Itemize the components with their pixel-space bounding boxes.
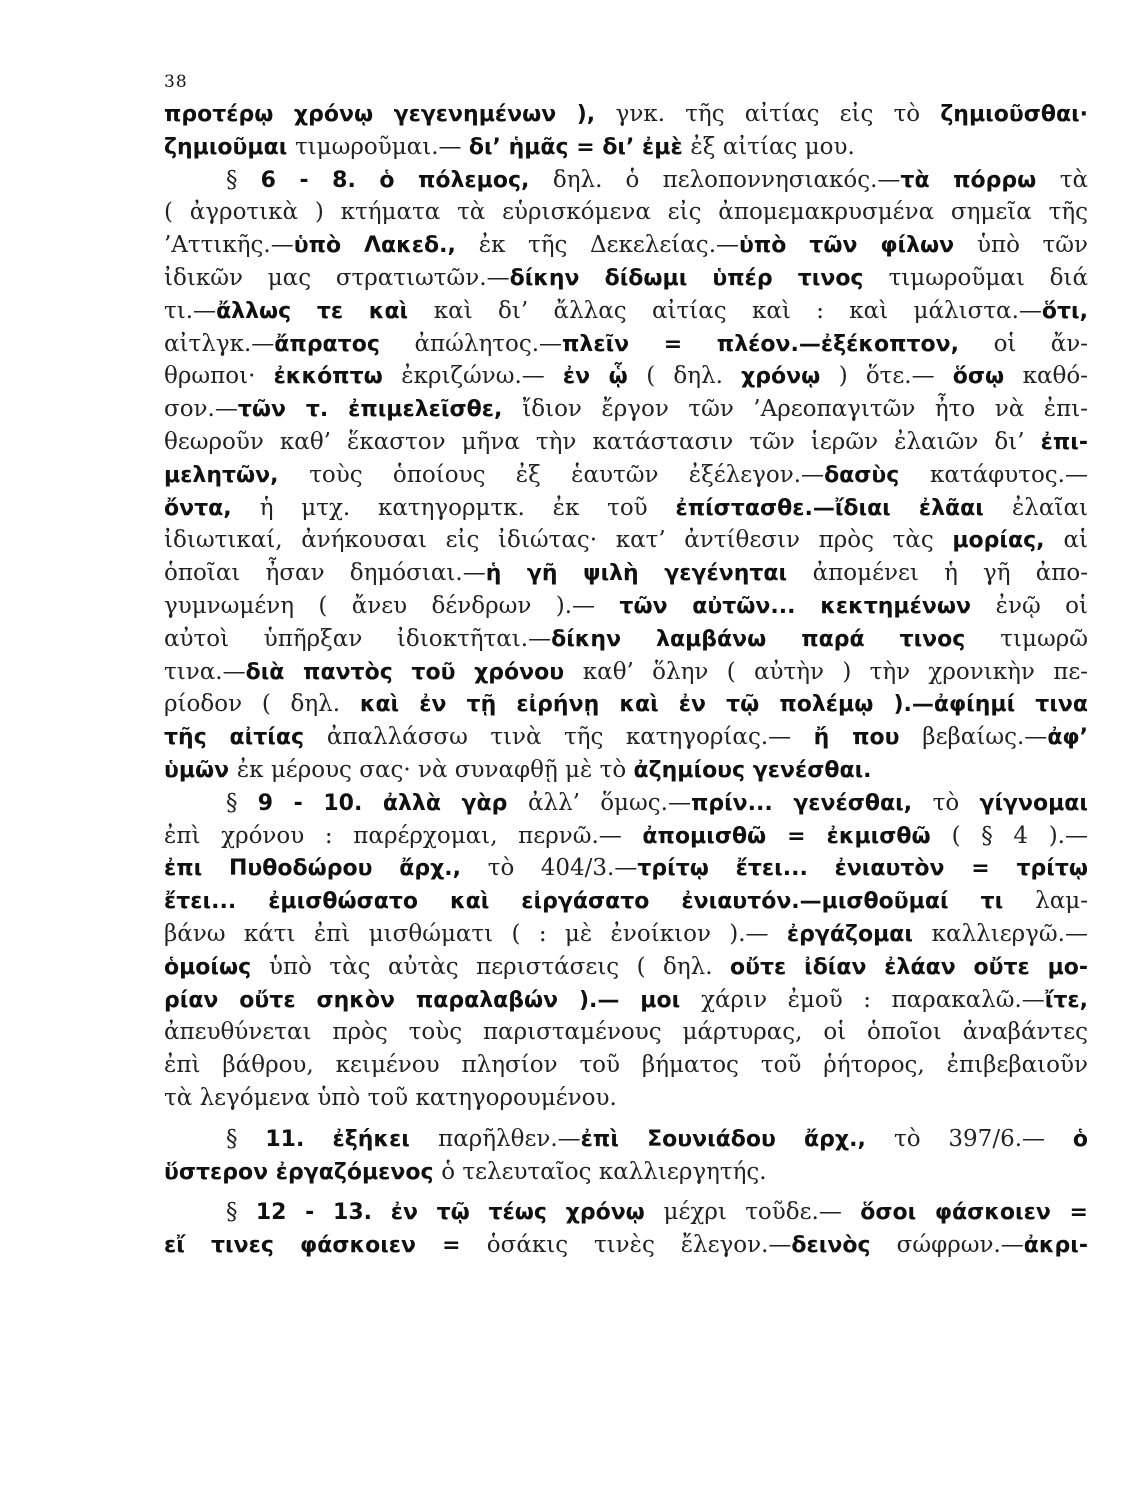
lemma-bold: διὰ παντὸς τοῦ χρόνου bbox=[245, 659, 583, 685]
lemma-bold: ὄντα, bbox=[164, 495, 260, 521]
lemma-bold: ἀφ’ bbox=[1047, 725, 1088, 751]
gloss-text: παρῆλθεν.— bbox=[438, 1125, 581, 1152]
lemma-bold: τῆς αἰτίας bbox=[164, 725, 327, 751]
lemma-bold: ἤ που bbox=[813, 725, 923, 751]
gloss-text: τοὺς ὁποίους ἐξ ἑαυτῶν ἐξέλεγον.— bbox=[309, 461, 825, 488]
lemma-bold: γίγνομαι bbox=[979, 790, 1088, 816]
lemma-bold: ζημιοῦσθαι· bbox=[940, 102, 1088, 127]
lemma-bold: μελητῶν, bbox=[164, 462, 310, 488]
lemma-bold: πρίν... γενέσθαι, bbox=[690, 790, 933, 816]
gloss-text: τὸ 404/3.— bbox=[487, 855, 638, 882]
lemma-bold: ὁμοίως bbox=[164, 954, 269, 980]
text-line bbox=[164, 557, 1088, 590]
lemma-bold: ὅσῳ bbox=[952, 364, 1023, 390]
text-line bbox=[164, 852, 1088, 885]
gloss-text: ἐπὶ χρόνου : παρέρχομαι, περνῶ.— bbox=[164, 822, 643, 849]
lemma-bold: ἄπρατος bbox=[274, 331, 415, 357]
lemma-bold: 6 - 8. ὁ πόλεμος, bbox=[260, 167, 553, 193]
gloss-text: βεβαίως.— bbox=[922, 724, 1048, 751]
lemma-bold: ὑπὸ Λακεδ., bbox=[293, 233, 479, 259]
gloss-text: ἀπομένει ἡ γῆ ἀπο- bbox=[812, 560, 1088, 587]
gloss-text: γνκ. τῆς αἰτίας εἰς τὸ bbox=[615, 101, 941, 127]
gloss-text: ἐπὶ βάθρου, κειμένου πλησίον τοῦ βήματος τοῦ ῥήτορος, ἐπιβεβαιοῦν bbox=[164, 1052, 1088, 1079]
gloss-text: ἐκριζώνω.— bbox=[401, 363, 563, 390]
gloss-text: ἐλαῖαι bbox=[1011, 494, 1088, 521]
lemma-bold: δίκην λαμβάνω παρά τινος bbox=[551, 626, 1001, 652]
gloss-text: ( δηλ. bbox=[646, 363, 742, 390]
gloss-text: τὸ 397/6.— bbox=[894, 1125, 1073, 1152]
lemma-bold: τῶν αὐτῶν... κεκτημένων bbox=[619, 593, 996, 619]
lemma-bold: ἀπομισθῶ = ἐκμισθῶ bbox=[642, 823, 952, 849]
gloss-text: ἀπαλλάσσω τινὰ τῆς κατηγορίας.— bbox=[326, 724, 814, 751]
text-line bbox=[164, 656, 1088, 689]
gloss-text: ὑπὸ τῶν bbox=[977, 232, 1088, 259]
gloss-text: ἀλλ’ ὅμως.— bbox=[527, 789, 691, 816]
lemma-bold: ἐκκόπτω bbox=[273, 364, 402, 390]
text-line bbox=[164, 262, 1088, 295]
lemma-bold: ἀκρι- bbox=[1023, 1233, 1088, 1259]
lemma-bold: ὅσοι φάσκοιεν = bbox=[860, 1200, 1088, 1226]
text-line bbox=[164, 1123, 1088, 1156]
lemma-bold: ἐπι Πυθοδώρου ἄρχ., bbox=[164, 856, 488, 882]
lemma-bold: ἔτει... ἐμισθώσατο καὶ εἰργάσατο ἐνιαυτόν.—μισθοῦμαί τι bbox=[164, 889, 1036, 915]
gloss-text: ἰδικῶν μας στρατιωτῶν.— bbox=[164, 264, 510, 291]
text-line bbox=[164, 393, 1088, 426]
gloss-text: ) ὅτε.— bbox=[838, 363, 953, 390]
lemma-bold: 12 - 13. ἐν τῷ τέως χρόνῳ bbox=[255, 1200, 664, 1226]
gloss-text: τὰ λεγόμενα ὑπὸ τοῦ κατηγορουμένου. bbox=[164, 1084, 617, 1111]
text-line bbox=[164, 196, 1088, 229]
lemma-bold: ἄλλως τε καὶ bbox=[216, 298, 434, 324]
gloss-text: δηλ. ὁ πελοποννησιακός.— bbox=[552, 166, 901, 193]
lemma-bold: 11. ἐξήκει bbox=[265, 1126, 439, 1152]
text-line bbox=[164, 918, 1088, 951]
gloss-text: ( ἀγροτικὰ ) κτήματα τὰ εὑρισκόμενα εἰς ἀπομεμακρυσμένα σημεῖα τῆς bbox=[164, 199, 1088, 226]
text-line bbox=[164, 1156, 1088, 1189]
gloss-text: τινα.— bbox=[164, 658, 246, 685]
gloss-text: ἴδιον ἔργον τῶν ’Αρεοπαγιτῶν ἦτο νὰ ἐπι- bbox=[522, 396, 1088, 423]
gloss-text: § bbox=[226, 1199, 256, 1226]
gloss-text: λαμ- bbox=[1035, 888, 1088, 915]
gloss-text: γυμνωμένη ( ἄνευ δένδρων ).— bbox=[164, 592, 620, 619]
text-line bbox=[164, 590, 1088, 623]
lemma-bold: ὁ bbox=[1072, 1126, 1088, 1152]
gloss-text: τιμωροῦμαι.— bbox=[294, 133, 469, 160]
lemma-bold: δεινὸς bbox=[791, 1233, 897, 1259]
lemma-bold: ζημιοῦμαι bbox=[164, 134, 295, 160]
lemma-bold: καὶ ἐν τῇ εἰρήνῃ καὶ ἐν τῷ πολέμῳ ).—ἀφίημί τινα bbox=[359, 692, 1088, 718]
gloss-text: ἰδιωτικαί, ἀνήκουσαι εἰς ἰδιώτας· κατ’ ἀντίθεσιν πρὸς τὰς bbox=[164, 527, 953, 554]
gloss-text: ἐκ τῆς Δεκελείας.— bbox=[478, 232, 740, 259]
lemma-bold: ἡ γῆ ψιλὴ γεγένηται bbox=[485, 561, 813, 587]
gloss-text: αἱ bbox=[1063, 527, 1088, 554]
text-line bbox=[164, 951, 1088, 984]
text-line bbox=[164, 885, 1088, 918]
text-line bbox=[164, 688, 1088, 721]
gloss-text: βάνω κάτι ἐπὶ μισθώματι ( : μὲ ἐνοίκιον ).— bbox=[164, 920, 787, 947]
lemma-bold: ὑπὸ τῶν φίλων bbox=[739, 233, 978, 259]
lemma-bold: ἴτε, bbox=[1044, 987, 1088, 1013]
lemma-bold: ἐπίστασθε.—ἴδιαι ἐλᾶαι bbox=[675, 495, 1012, 521]
text-line bbox=[164, 98, 1088, 131]
gloss-text: τι.— bbox=[164, 297, 217, 324]
lemma-bold: ἐπι- bbox=[1040, 429, 1088, 455]
text-line bbox=[164, 360, 1088, 393]
lemma-bold: ὅτι, bbox=[1041, 298, 1088, 324]
lemma-bold: 9 - 10. ἀλλὰ γὰρ bbox=[257, 790, 528, 816]
gloss-text: καθό- bbox=[1022, 363, 1088, 390]
gloss-text: τιμωροῦμαι διά bbox=[888, 264, 1088, 291]
lemma-bold: ἐργάζομαι bbox=[786, 921, 932, 947]
text-line bbox=[164, 295, 1088, 328]
gloss-text: καὶ δι’ ἄλλας αἰτίας καὶ : καὶ μάλιστα.— bbox=[433, 297, 1042, 324]
gloss-text: ὑπὸ τὰς αὐτὰς περιστάσεις ( δηλ. bbox=[268, 953, 731, 980]
lemma-bold: οὔτε ἰδίαν ἐλάαν οὔτε μο- bbox=[730, 954, 1088, 980]
gloss-text: αὐτοὶ ὑπῆρξαν ἰδιοκτῆται.— bbox=[164, 625, 552, 652]
commentary-body bbox=[164, 98, 1088, 1262]
text-line bbox=[164, 984, 1088, 1017]
text-line bbox=[164, 787, 1088, 820]
text-line bbox=[164, 1016, 1088, 1049]
text-line bbox=[164, 131, 1088, 164]
gloss-text: ἡ μτχ. κατηγορμτκ. ἐκ τοῦ bbox=[259, 494, 676, 521]
gloss-text: καλλιεργῶ.— bbox=[931, 920, 1088, 947]
gloss-text: ὁ τελευταῖος καλλιεργητής. bbox=[441, 1158, 767, 1185]
gloss-text: καθ’ ὅλην ( αὐτὴν ) τὴν χρονικὴν πε- bbox=[582, 658, 1088, 685]
text-line bbox=[164, 524, 1088, 557]
lemma-bold: ρίαν οὔτε σηκὸν παραλαβών ).— μοι bbox=[164, 987, 702, 1013]
text-line bbox=[164, 1049, 1088, 1082]
lemma-bold: τὰ πόρρω bbox=[900, 167, 1060, 193]
gloss-text: ἐκ μέρους σας· νὰ συναφθῇ μὲ τὸ bbox=[236, 756, 634, 783]
gloss-text: τιμωρῶ bbox=[1000, 625, 1088, 652]
gloss-text: οἱ ἄν- bbox=[993, 330, 1088, 357]
lemma-bold: δασὺς bbox=[824, 462, 930, 488]
lemma-bold: προτέρῳ χρόνῳ γεγενημένων ), bbox=[164, 102, 616, 127]
gloss-text: § bbox=[226, 789, 258, 816]
text-line bbox=[164, 492, 1088, 525]
lemma-bold: δι’ ἡμᾶς = δι’ ἐμὲ bbox=[468, 134, 691, 160]
lemma-bold: ὑμῶν bbox=[164, 757, 237, 783]
text-line bbox=[164, 623, 1088, 656]
gloss-text: σον.— bbox=[164, 396, 238, 423]
lemma-bold: πλεῖν = πλέον.—ἐξέκοπτον, bbox=[562, 331, 994, 357]
lemma-bold: δίκην δίδωμι ὑπέρ τινος bbox=[509, 265, 889, 291]
text-line bbox=[164, 721, 1088, 754]
lemma-bold: ἐν ᾧ bbox=[562, 364, 647, 390]
gloss-text: ὁποῖαι ἦσαν δημόσιαι.— bbox=[164, 560, 486, 587]
gloss-text: ὁσάκις τινὲς ἔλεγον.— bbox=[486, 1232, 792, 1259]
gloss-text: θρωποι· bbox=[164, 363, 274, 390]
gloss-text: τὰ bbox=[1059, 166, 1088, 193]
gloss-text: ( § 4 ).— bbox=[951, 822, 1088, 849]
text-line bbox=[164, 426, 1088, 459]
gloss-text: αἰτλγκ.— bbox=[164, 330, 275, 357]
lemma-bold: τῶν τ. ἐπιμελεῖσθε, bbox=[237, 397, 523, 423]
lemma-bold: τρίτῳ ἔτει... ἐνιαυτὸν = τρίτῳ bbox=[637, 856, 1088, 882]
lemma-bold: χρόνῳ bbox=[741, 364, 839, 390]
text-line bbox=[164, 754, 1088, 787]
text-line bbox=[164, 820, 1088, 853]
gloss-text: ρίοδον ( δηλ. bbox=[164, 691, 360, 718]
text-line bbox=[164, 328, 1088, 361]
lemma-bold: μορίας, bbox=[952, 528, 1064, 554]
lemma-bold: ἐπὶ Σουνιάδου ἄρχ., bbox=[580, 1126, 894, 1152]
text-line bbox=[164, 459, 1088, 492]
gloss-text: θεωροῦν καθ’ ἕκαστον μῆνα τὴν κατάστασιν τῶν ἱερῶν ἐλαιῶν δι’ bbox=[164, 428, 1041, 455]
gloss-text: κατάφυτος.— bbox=[929, 461, 1088, 488]
gloss-text: ἀπώλητος.— bbox=[414, 330, 563, 357]
gloss-text: μέχρι τοῦδε.— bbox=[663, 1199, 861, 1226]
gloss-text: § bbox=[226, 166, 261, 193]
text-line bbox=[164, 1082, 1088, 1115]
lemma-bold: ἀζημίους γενέσθαι. bbox=[633, 757, 872, 783]
gloss-text: σώφρων.— bbox=[896, 1232, 1024, 1259]
lemma-bold: ὕστερον ἐργαζόμενος bbox=[164, 1159, 442, 1185]
gloss-text: ’Αττικῆς.— bbox=[164, 232, 294, 259]
page-number: 38 bbox=[164, 72, 188, 92]
gloss-text: ἐξ αἰτίας μου. bbox=[690, 133, 855, 160]
gloss-text: χάριν ἐμοῦ : παρακαλῶ.— bbox=[701, 986, 1045, 1013]
gloss-text: ἐνῷ οἱ bbox=[995, 592, 1088, 619]
lemma-bold: εἴ τινες φάσκοιεν = bbox=[164, 1233, 487, 1259]
gloss-text: § bbox=[226, 1125, 266, 1152]
text-line bbox=[164, 164, 1088, 197]
text-line bbox=[164, 1196, 1088, 1229]
text-line bbox=[164, 229, 1088, 262]
gloss-text: ἀπευθύνεται πρὸς τοὺς παρισταμένους μάρτυρας, οἱ ὁποῖοι ἀναβάντες bbox=[164, 1019, 1088, 1046]
text-line bbox=[164, 1229, 1088, 1262]
gloss-text: τὸ bbox=[932, 789, 980, 816]
